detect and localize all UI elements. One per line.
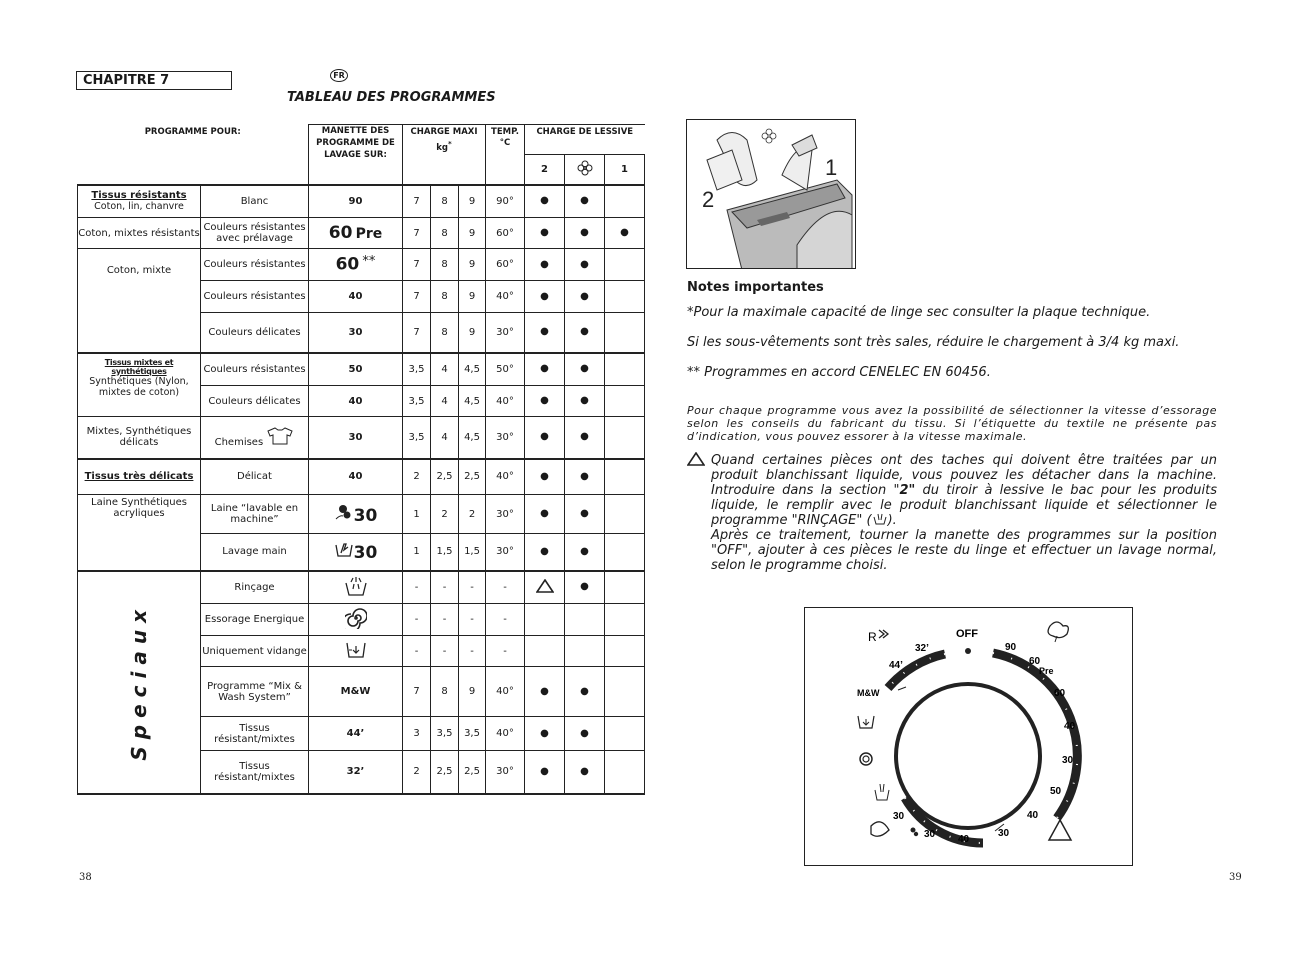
programme-name: Essorage Energique	[201, 604, 309, 636]
detergent-2: ●	[525, 185, 565, 218]
header-programme: PROGRAMME POUR:	[78, 125, 309, 185]
detergent-1	[605, 636, 645, 667]
dial-label-40-synth: 40	[1027, 810, 1039, 821]
table-row	[78, 417, 645, 459]
charge-3: 9	[459, 313, 486, 353]
charge-3: -	[459, 571, 486, 604]
drain-icon	[344, 640, 368, 660]
dial-value: 44’	[309, 717, 403, 751]
detergent-1	[605, 604, 645, 636]
shirt-icon	[266, 427, 294, 445]
temperature: 30°	[486, 495, 525, 534]
charge-3: -	[459, 604, 486, 636]
spin-icon	[860, 753, 872, 765]
dial-label-rapid: R	[868, 630, 877, 644]
charge-2: 4	[431, 353, 459, 386]
charge-3: 4,5	[459, 417, 486, 459]
detergent-2: ●	[525, 218, 565, 249]
wool-icon	[911, 828, 919, 837]
charge-2: 8	[431, 313, 459, 353]
detergent-2: ●	[525, 534, 565, 571]
charge-3: 2,5	[459, 751, 486, 794]
charge-1: 1	[403, 495, 431, 534]
charge-1: -	[403, 636, 431, 667]
header-temp: TEMP. °C	[486, 125, 525, 185]
chapter-label: CHAPITRE 7	[76, 71, 232, 90]
detergent-flower	[565, 636, 605, 667]
detergent-1	[605, 534, 645, 571]
charge-3: 4,5	[459, 386, 486, 417]
dial-label-40-delicat: 40	[958, 834, 970, 845]
detergent-2: ●	[525, 353, 565, 386]
charge-3: 9	[459, 667, 486, 717]
charge-2: -	[431, 604, 459, 636]
table-row	[78, 249, 645, 281]
category-laine: Laine Synthétiques acryliques	[78, 495, 201, 571]
table-row	[78, 495, 645, 534]
dial-value	[309, 604, 403, 636]
rinse-icon	[343, 576, 369, 596]
charge-1: 3,5	[403, 353, 431, 386]
programme-dial	[805, 608, 1132, 865]
charge-1: 2	[403, 459, 431, 495]
dial-label-off: OFF	[956, 628, 978, 640]
page-number-right: 39	[1229, 872, 1242, 883]
table-row	[78, 571, 645, 604]
lessive-col-1: 1	[605, 155, 645, 185]
temperature: 40°	[486, 717, 525, 751]
charge-1: 7	[403, 249, 431, 281]
dial-value	[309, 636, 403, 667]
detergent-1	[605, 717, 645, 751]
page-title: TABLEAU DES PROGRAMMES	[287, 90, 496, 105]
detergent-1	[605, 281, 645, 313]
detergent-2: ●	[525, 313, 565, 353]
charge-2: 1,5	[431, 534, 459, 571]
charge-1: 3,5	[403, 386, 431, 417]
category-mixtes: Tissus mixtes et synthétiques Synthétiques (Nylon, mixtes de coton)	[78, 353, 201, 417]
dial-value: 30	[309, 417, 403, 459]
charge-2: -	[431, 636, 459, 667]
note-taches: Quand certaines pièces ont des taches qui doivent être traitées par un produit blanchissant liquide, vous pouvez les détacher dans la machine. Introduire dans la section "2" du tiroir à lessive le bac pour les produits liquide, le remplir avec le produit blanchissant liquide et sélectionner le programme "RINÇAGE" ( ). Après ce traitement, tourner la manette des programmes sur la position "OFF", ajouter à ces pièces le reste du linge et effectuer un lavage normal, selon le programme choisi.	[711, 453, 1217, 573]
temperature: 60°	[486, 218, 525, 249]
charge-2: 2,5	[431, 751, 459, 794]
programme-table	[77, 124, 645, 795]
temperature: -	[486, 636, 525, 667]
charge-3: -	[459, 636, 486, 667]
detergent-1	[605, 386, 645, 417]
drawer-label-2: 2	[702, 187, 715, 212]
detergent-flower: ●	[565, 459, 605, 495]
detergent-flower: ●	[565, 218, 605, 249]
detergent-1: ●	[605, 218, 645, 249]
dial-value: 40	[309, 281, 403, 313]
programme-name: Couleurs résistantes avec prélavage	[201, 218, 309, 249]
charge-2: 8	[431, 667, 459, 717]
dial-value: 60 **	[309, 249, 403, 281]
drawer-label-1: 1	[825, 155, 838, 180]
category-coton-mixtes: Coton, mixtes résistants	[78, 218, 201, 249]
charge-1: -	[403, 571, 431, 604]
detergent-1	[605, 459, 645, 495]
dial-label-32: 32’	[915, 643, 929, 654]
programme-name: Laine “lavable en machine”	[201, 495, 309, 534]
rapid-icon	[879, 630, 888, 638]
wool-icon	[334, 503, 354, 521]
dial-label-30-main: 30	[893, 811, 905, 822]
detergent-flower: ●	[565, 534, 605, 571]
page-number-left: 38	[79, 872, 92, 883]
detergent-2: ●	[525, 667, 565, 717]
dial-label-60-pre: 60	[1029, 656, 1041, 667]
programme-name: Uniquement vidange	[201, 636, 309, 667]
dial-value	[309, 571, 403, 604]
lessive-col-2: 2	[525, 155, 565, 185]
lessive-col-flower	[565, 155, 605, 185]
detergent-flower	[565, 604, 605, 636]
programme-name: Blanc	[201, 185, 309, 218]
warning-triangle-icon	[536, 579, 554, 593]
detergent-2: ●	[525, 717, 565, 751]
programme-dial-figure	[804, 607, 1133, 866]
charge-1: 2	[403, 751, 431, 794]
header-lessive: CHARGE DE LESSIVE	[525, 125, 645, 155]
category-coton-mixte: Coton, mixte	[78, 249, 201, 353]
charge-3: 9	[459, 218, 486, 249]
temperature: 30°	[486, 417, 525, 459]
temperature: 40°	[486, 386, 525, 417]
charge-2: 8	[431, 249, 459, 281]
flower-icon	[577, 160, 593, 176]
detergent-drawer-figure	[686, 119, 856, 269]
detergent-flower: ●	[565, 667, 605, 717]
dial-value: 30	[309, 495, 403, 534]
detergent-flower: ●	[565, 571, 605, 604]
detergent-1	[605, 249, 645, 281]
programme-name: Tissus résistant/mixtes	[201, 717, 309, 751]
detergent-2: ●	[525, 249, 565, 281]
charge-1: 1	[403, 534, 431, 571]
charge-1: 7	[403, 185, 431, 218]
detergent-1	[605, 185, 645, 218]
detergent-2: ●	[525, 386, 565, 417]
dial-label-30-laine: 30	[924, 829, 936, 840]
dial-label-90: 90	[1005, 642, 1017, 653]
category-delicats: Tissus très délicats	[78, 459, 201, 495]
detergent-2	[525, 571, 565, 604]
temperature: 30°	[486, 313, 525, 353]
table-row	[78, 459, 645, 495]
charge-3: 9	[459, 281, 486, 313]
programme-name: Rinçage	[201, 571, 309, 604]
spin-icon	[345, 607, 367, 629]
note-cenelec: ** Programmes en accord CENELEC EN 60456.	[687, 365, 991, 380]
cotton-flower-icon	[1048, 622, 1068, 642]
detergent-flower: ●	[565, 185, 605, 218]
programme-name: Couleurs délicates	[201, 313, 309, 353]
dial-value: 90	[309, 185, 403, 218]
header-manette: MANETTE DES PROGRAMME DE LAVAGE SUR:	[309, 125, 403, 185]
temperature: 50°	[486, 353, 525, 386]
note-capacity: *Pour la maximale capacité de linge sec consulter la plaque technique.	[687, 305, 1151, 320]
detergent-2: ●	[525, 495, 565, 534]
detergent-flower: ●	[565, 495, 605, 534]
detergent-1	[605, 417, 645, 459]
dial-label-pre: Pre	[1039, 666, 1054, 676]
dial-label-50: 50	[1050, 786, 1062, 797]
charge-2: 2,5	[431, 459, 459, 495]
charge-1: 3	[403, 717, 431, 751]
charge-2: 4	[431, 386, 459, 417]
charge-3: 2,5	[459, 459, 486, 495]
programme-name: Couleurs résistantes	[201, 249, 309, 281]
detergent-1	[605, 353, 645, 386]
dial-value: 32’	[309, 751, 403, 794]
warning-triangle-icon	[1049, 820, 1071, 840]
detergent-flower: ●	[565, 717, 605, 751]
charge-3: 9	[459, 249, 486, 281]
dial-value: 30	[309, 313, 403, 353]
table-row	[78, 353, 645, 386]
charge-3: 3,5	[459, 717, 486, 751]
charge-3: 4,5	[459, 353, 486, 386]
table-row	[78, 185, 645, 218]
category-speciaux: Speciaux	[78, 571, 201, 794]
temperature: 90°	[486, 185, 525, 218]
detergent-2: ●	[525, 459, 565, 495]
rinse-icon	[872, 513, 888, 525]
charge-1: 7	[403, 313, 431, 353]
detergent-1	[605, 667, 645, 717]
dial-label-60: 60	[1054, 688, 1066, 699]
charge-3: 1,5	[459, 534, 486, 571]
detergent-1	[605, 313, 645, 353]
charge-1: 3,5	[403, 417, 431, 459]
charge-1: 7	[403, 218, 431, 249]
programme-name: Couleurs délicates	[201, 386, 309, 417]
detergent-2: ●	[525, 281, 565, 313]
note-essorage: Pour chaque programme vous avez la possibilité de sélectionner la vitesse d’essorage selon les conseils du fabricant du tissu. Si l’étiquette du textile ne présente pas d’indication, vous pouvez essorer à la vitesse maximale.	[687, 404, 1217, 443]
hand-wash-icon	[334, 540, 354, 558]
charge-1: 7	[403, 667, 431, 717]
detergent-flower: ●	[565, 386, 605, 417]
detergent-2: ●	[525, 751, 565, 794]
temperature: 40°	[486, 667, 525, 717]
temperature: 30°	[486, 534, 525, 571]
category-resistants: Tissus résistants Coton, lin, chanvre	[78, 185, 201, 218]
charge-2: 3,5	[431, 717, 459, 751]
rinse-icon	[875, 784, 889, 800]
detergent-1	[605, 495, 645, 534]
detergent-1	[605, 751, 645, 794]
detergent-flower: ●	[565, 417, 605, 459]
dial-value: 50	[309, 353, 403, 386]
dial-label-44: 44’	[889, 660, 903, 671]
notes-title: Notes importantes	[687, 280, 824, 295]
dial-value: 60 Pre	[309, 218, 403, 249]
dial-label-40: 40	[1064, 721, 1076, 732]
programme-name: Délicat	[201, 459, 309, 495]
programme-name: Lavage main	[201, 534, 309, 571]
detergent-1	[605, 571, 645, 604]
drain-icon	[858, 716, 874, 728]
temperature: -	[486, 604, 525, 636]
detergent-2: ●	[525, 417, 565, 459]
dial-value: 40	[309, 459, 403, 495]
temperature: 40°	[486, 459, 525, 495]
programme-name: Couleurs résistantes	[201, 281, 309, 313]
dial-value: M&W	[309, 667, 403, 717]
detergent-flower: ●	[565, 281, 605, 313]
detergent-flower: ●	[565, 313, 605, 353]
charge-2: 4	[431, 417, 459, 459]
dial-label-mw: M&W	[857, 688, 880, 698]
programme-name: Tissus résistant/mixtes	[201, 751, 309, 794]
charge-3: 2	[459, 495, 486, 534]
charge-1: 7	[403, 281, 431, 313]
temperature: 30°	[486, 751, 525, 794]
detergent-flower: ●	[565, 249, 605, 281]
charge-3: 9	[459, 185, 486, 218]
charge-2: -	[431, 571, 459, 604]
detergent-2	[525, 604, 565, 636]
dial-value: 30	[309, 534, 403, 571]
detergent-flower: ●	[565, 353, 605, 386]
dial-label-30: 30	[1062, 755, 1074, 766]
programme-name: Couleurs résistantes	[201, 353, 309, 386]
charge-2: 8	[431, 281, 459, 313]
temperature: -	[486, 571, 525, 604]
hand-wash-icon	[871, 822, 889, 836]
note-sous-vetements: Si les sous-vêtements sont très sales, réduire le chargement à 3/4 kg maxi.	[687, 335, 1180, 350]
warning-icon	[687, 451, 705, 470]
detergent-2	[525, 636, 565, 667]
header-charge: CHARGE MAXI kg*	[403, 125, 486, 185]
charge-1: -	[403, 604, 431, 636]
language-badge: FR	[330, 69, 348, 82]
detergent-drawer-illustration	[687, 120, 856, 269]
charge-2: 8	[431, 218, 459, 249]
temperature: 40°	[486, 281, 525, 313]
detergent-flower: ●	[565, 751, 605, 794]
charge-2: 2	[431, 495, 459, 534]
programme-name: Programme “Mix & Wash System”	[201, 667, 309, 717]
charge-2: 8	[431, 185, 459, 218]
programme-name: Chemises	[201, 417, 309, 459]
dial-value: 40	[309, 386, 403, 417]
temperature: 60°	[486, 249, 525, 281]
table-row	[78, 218, 645, 249]
category-mixtes-synthetiques: Mixtes, Synthétiques délicats	[78, 417, 201, 459]
dial-label-30-synth: 30	[998, 828, 1010, 839]
